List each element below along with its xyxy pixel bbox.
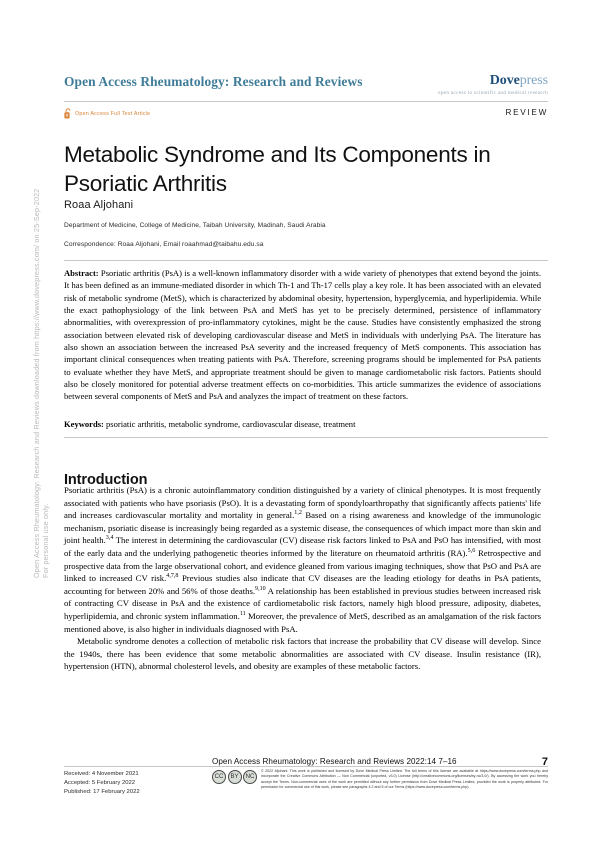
para1-segment-a: Psoriatic arthritis (PsA) is a chronic autoinflammatory condition distinguished by a variety of clinical phenotypes. It is most frequently associated with patients who have psoriasis (PsO). It is a devastating form of spondyloarthropathy that significantly affects patients' life and increases cardiovascular mortality and mortality in general. xyxy=(64,485,541,521)
open-access-badge[interactable] xyxy=(64,108,150,119)
open-access-label: Open Access Full Text Article xyxy=(75,110,151,117)
citation-4[interactable]: 4,7,8 xyxy=(166,573,179,580)
copyright-block xyxy=(212,769,548,790)
paragraph-1 xyxy=(64,484,541,635)
date-published: Published: 17 February 2022 xyxy=(64,789,140,796)
journal-name: Open Access Rheumatology: Research and Reviews xyxy=(64,74,363,89)
publisher-name-bold: Dove xyxy=(489,73,520,88)
citation-6[interactable]: 11 xyxy=(239,611,246,618)
open-lock-icon xyxy=(64,108,72,119)
copyright-text: © 2022 Aljohani. This work is published and licensed by Dove Medical Press Limited. The full terms of this license are available at https://www.dovepress.com/terms.php and incorporate the Creative Commons Attribution — Non Commercial (unported, v3.0) License (http://creativecommons.org/licenses/by-nc/3.0/). By accessing the work you hereby accept the Terms. Non-commercial uses of the work are permitted without any further permission from Dove Medical Press Limited, provided the work is properly attributed. For permission for commercial use of this work, please see paragraphs 4.2 and 5 of our Terms (https://www.dovepress.com/terms.php). xyxy=(261,769,548,789)
footer-divider xyxy=(64,766,548,767)
cc-by-icon: BY xyxy=(228,770,242,784)
introduction-body xyxy=(64,484,541,673)
para1-segment-d: Retrospective and prospective data from the large observational cohort, and evidence gleaned from various imaging techniques, show that PsO and PsA are linked to increased CV risk. xyxy=(64,547,541,584)
para1-segment-b: Based on a rising awareness and knowledge of the immunologic mechanism, psoriatic disease is increasingly being regarded as a systemic disease, the consequences of which impact more than skin and joint health. xyxy=(64,510,541,546)
citation-5[interactable]: 9,10 xyxy=(255,585,266,592)
watermark-line-1: Open Access Rheumatology: Research and Reviews downloaded from https://www.dovepress.com/ on 25-Sep-2022 xyxy=(32,188,41,578)
masthead xyxy=(64,74,548,108)
watermark-line-2: For personal use only. xyxy=(41,503,50,578)
para1-segment-g: Moreover, the prevalence of MetS, described as an amalgamation of the risk factors mentioned above, is also higher in individuals diagnosed with PsA. xyxy=(64,610,542,634)
cc-nc-icon: NC xyxy=(243,770,257,784)
section-heading-introduction: Introduction xyxy=(64,472,148,489)
submission-dates xyxy=(64,770,140,798)
footer-citation xyxy=(212,757,548,766)
page-number: 7 xyxy=(541,756,548,768)
para1-segment-e: Previous studies also indicate that CV diseases are the leading etiology for deaths in PsA patients, accounting for between 20% and 56% of those deaths. xyxy=(64,573,541,596)
date-received: Received: 4 November 2021 xyxy=(64,771,139,777)
masthead-divider xyxy=(64,101,548,102)
open-access-row xyxy=(64,108,548,124)
cc-icon: CC xyxy=(212,770,226,784)
abstract-label: Abstract: xyxy=(64,268,99,278)
abstract-text: Psoriatic arthritis (PsA) is a well-known inflammatory disorder with a wide variety of phenotypes that extend beyond the joints. It has been defined as an immune-mediated disorder in which Th-1 and Th-17 cells play a key role. It has been associated with an elevated risk of metabolic syndrome (MetS), which is characterized by abdominal obesity, hypertension, hyperglycemia, and hyperlipidemia. While the exact pathophysiology of the link between PsA and MetS has yet to be precisely determined, persistence of inflammatory abnormalities, with overexpression of pro-inflammatory cytokines, might be the cause. Studies have consistently emphasized the strong association between elevated risk of developing cardiovascular disease and MetS in individuals with underlying PsA. The literature has also shown an association between the increased PsA severity and the increased frequency of MetS components. This association has important clinical consequences when treating patients with PsA. Therefore, screening programs should be implemented for PsA patients to evaluate whether they have MetS, and appropriate treatment should be given to manage cardiometabolic risk factors. Patients should also be closely monitored for potential adverse treatment effects on co-morbidities. This article summarizes the evidence of associations between several components of MetS and PsA and analyzes the impact of treatment on these factors. xyxy=(64,268,541,402)
article-type-label: REVIEW xyxy=(505,108,548,117)
abstract-section xyxy=(64,267,541,403)
publisher-logo xyxy=(438,72,548,96)
citation-1[interactable]: 1,2 xyxy=(294,510,302,517)
article-title: Metabolic Syndrome and Its Components in Psoriatic Arthritis xyxy=(64,142,491,196)
author-name: Roaa Aljohani xyxy=(64,199,134,211)
citation-2[interactable]: 3,4 xyxy=(105,535,114,542)
publisher-name-light: press xyxy=(519,73,548,88)
citation-3[interactable]: 5,6 xyxy=(467,548,476,555)
date-accepted: Accepted: 5 February 2022 xyxy=(64,780,136,787)
keywords-label: Keywords: xyxy=(64,419,104,429)
correspondence-line: Correspondence: Roaa Aljohani, Email roaahmad@taibahu.edu.sa xyxy=(64,241,264,248)
abstract-bottom-divider xyxy=(64,437,548,438)
download-watermark xyxy=(0,0,56,850)
keywords-section xyxy=(64,418,541,430)
publisher-tagline: open access to scientific and medical research xyxy=(437,89,548,96)
footer-citation-text: Open Access Rheumatology: Research and Reviews 2022:14 7–16 xyxy=(212,757,457,766)
para1-segment-f: A relationship has been established in previous studies between increased risk of contracting CV disease in PsA and the existence of cardiometabolic risk factors, namely high blood pressure, adiposity, diabetes, hyperlipidemia, and chronic system inflammation. xyxy=(64,585,541,621)
author-affiliation: Department of Medicine, College of Medicine, Taibah University, Madinah, Saudi Arabia xyxy=(64,222,326,229)
abstract-top-divider xyxy=(64,260,548,261)
paragraph-2: Metabolic syndrome denotes a collection of metabolic risk factors that increase the probability that CV disease will develop. Since the 1940s, there has been evidence that some metabolic abnormalities are associated with CV disease. Insulin resistance (IR), hypertension (HTN), abnormal cholesterol levels, and obesity are examples of these metabolic factors. xyxy=(64,636,541,672)
keywords-text: psoriatic arthritis, metabolic syndrome, cardiovascular disease, treatment xyxy=(103,419,356,429)
creative-commons-badges[interactable] xyxy=(212,769,257,790)
para1-segment-c: The interest in determining the cardiovascular (CV) disease risk factors linked to PsA and PsO has intensified, with most of the early data and the underlying pathogenetic theories informed by the literature on rheumatoid arthritis (RA). xyxy=(64,535,541,558)
